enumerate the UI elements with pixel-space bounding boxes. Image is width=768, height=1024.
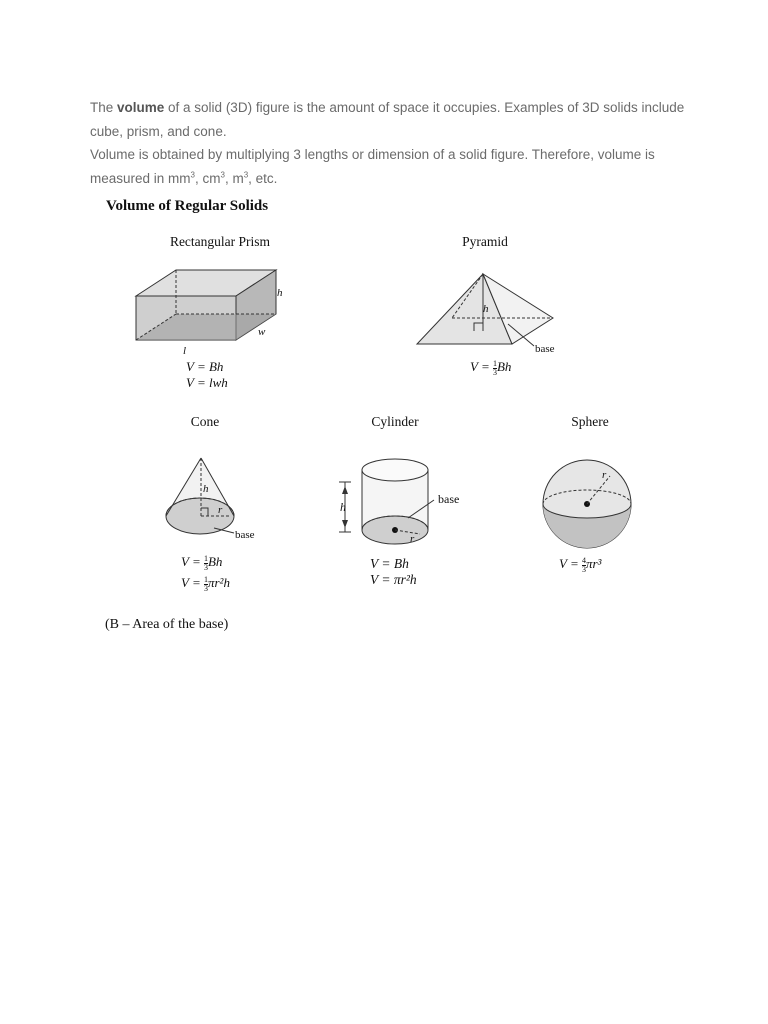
unit-text: , m	[224, 170, 244, 186]
cone-base-label: base	[235, 529, 255, 541]
intro-paragraph-2	[90, 143, 690, 190]
unit-text: , cm	[195, 170, 221, 186]
pyramid-h-label: h	[483, 303, 489, 315]
formula-text: Bh	[207, 554, 223, 569]
prism-l-label: l	[183, 345, 187, 357]
pyramid-title: Pyramid	[462, 234, 508, 249]
cylinder-figure	[330, 456, 470, 551]
cone-title: Cone	[190, 414, 220, 429]
prism-title: Rectangular Prism	[169, 234, 271, 249]
fraction-numerator: 4	[581, 555, 586, 565]
base-area-note: (B – Area of the base)	[105, 617, 229, 632]
cylinder-r-label: r	[410, 533, 415, 545]
cone-figure	[160, 452, 270, 547]
intro-text: Volume is obtained by multiplying 3 lengths or dimension of a solid figure. Therefore, volume is measured in mm	[90, 147, 655, 186]
cylinder-title: Cylinder	[371, 414, 419, 429]
cylinder-formula-1: V = Bh	[370, 556, 409, 571]
pyramid-formula	[470, 359, 511, 377]
sphere-figure	[540, 456, 640, 556]
formula-text: Bh	[496, 359, 512, 374]
cylinder-base-label: base	[438, 492, 460, 506]
fraction-denominator: 3	[203, 583, 208, 593]
superscript: 3	[243, 170, 249, 179]
pyramid-figure	[410, 268, 570, 358]
fraction-denominator: 3	[203, 562, 208, 572]
rectangular-prism-figure	[130, 262, 300, 357]
formula-text: V =	[181, 575, 204, 590]
prism-formula-2: V = lwh	[186, 375, 228, 390]
fraction-numerator: 1	[492, 358, 497, 368]
cone-h-label: h	[203, 483, 209, 495]
prism-w-label: w	[258, 326, 266, 338]
pyramid-base-label: base	[535, 343, 555, 355]
intro-paragraph-1	[90, 96, 690, 143]
cylinder-h-label: h	[340, 500, 346, 514]
fraction-denominator: 3	[581, 564, 586, 574]
superscript: 3	[220, 170, 225, 179]
sphere-r-label: r	[602, 469, 607, 481]
prism-formula-1: V = Bh	[186, 359, 224, 374]
superscript: 3	[190, 170, 195, 179]
formula-text: V =	[181, 554, 204, 569]
formula-text: πr²h	[207, 575, 230, 590]
cone-formula-1	[181, 554, 222, 572]
cone-formula-2	[181, 575, 230, 593]
intro-text: The	[90, 100, 118, 115]
prism-h-label: h	[277, 287, 283, 299]
sphere-formula	[559, 556, 601, 574]
volume-term: volume	[117, 100, 165, 115]
fraction-numerator: 1	[203, 574, 208, 584]
section-heading: Volume of Regular Solids	[106, 198, 269, 214]
formula-text: V =	[559, 556, 582, 571]
cylinder-formula-2: V = πr²h	[370, 572, 417, 587]
formula-text: πr³	[585, 556, 602, 571]
intro-text: of a solid (3D) figure is the amount of space it occupies. Examples of 3D solids include cube, prism, and cone.	[90, 100, 685, 139]
fraction-numerator: 1	[203, 553, 208, 563]
intro-text: , etc.	[248, 170, 278, 186]
sphere-title: Sphere	[571, 414, 609, 429]
fraction-denominator: 3	[492, 367, 497, 377]
cone-r-label: r	[218, 504, 223, 516]
formula-text: V =	[470, 359, 493, 374]
